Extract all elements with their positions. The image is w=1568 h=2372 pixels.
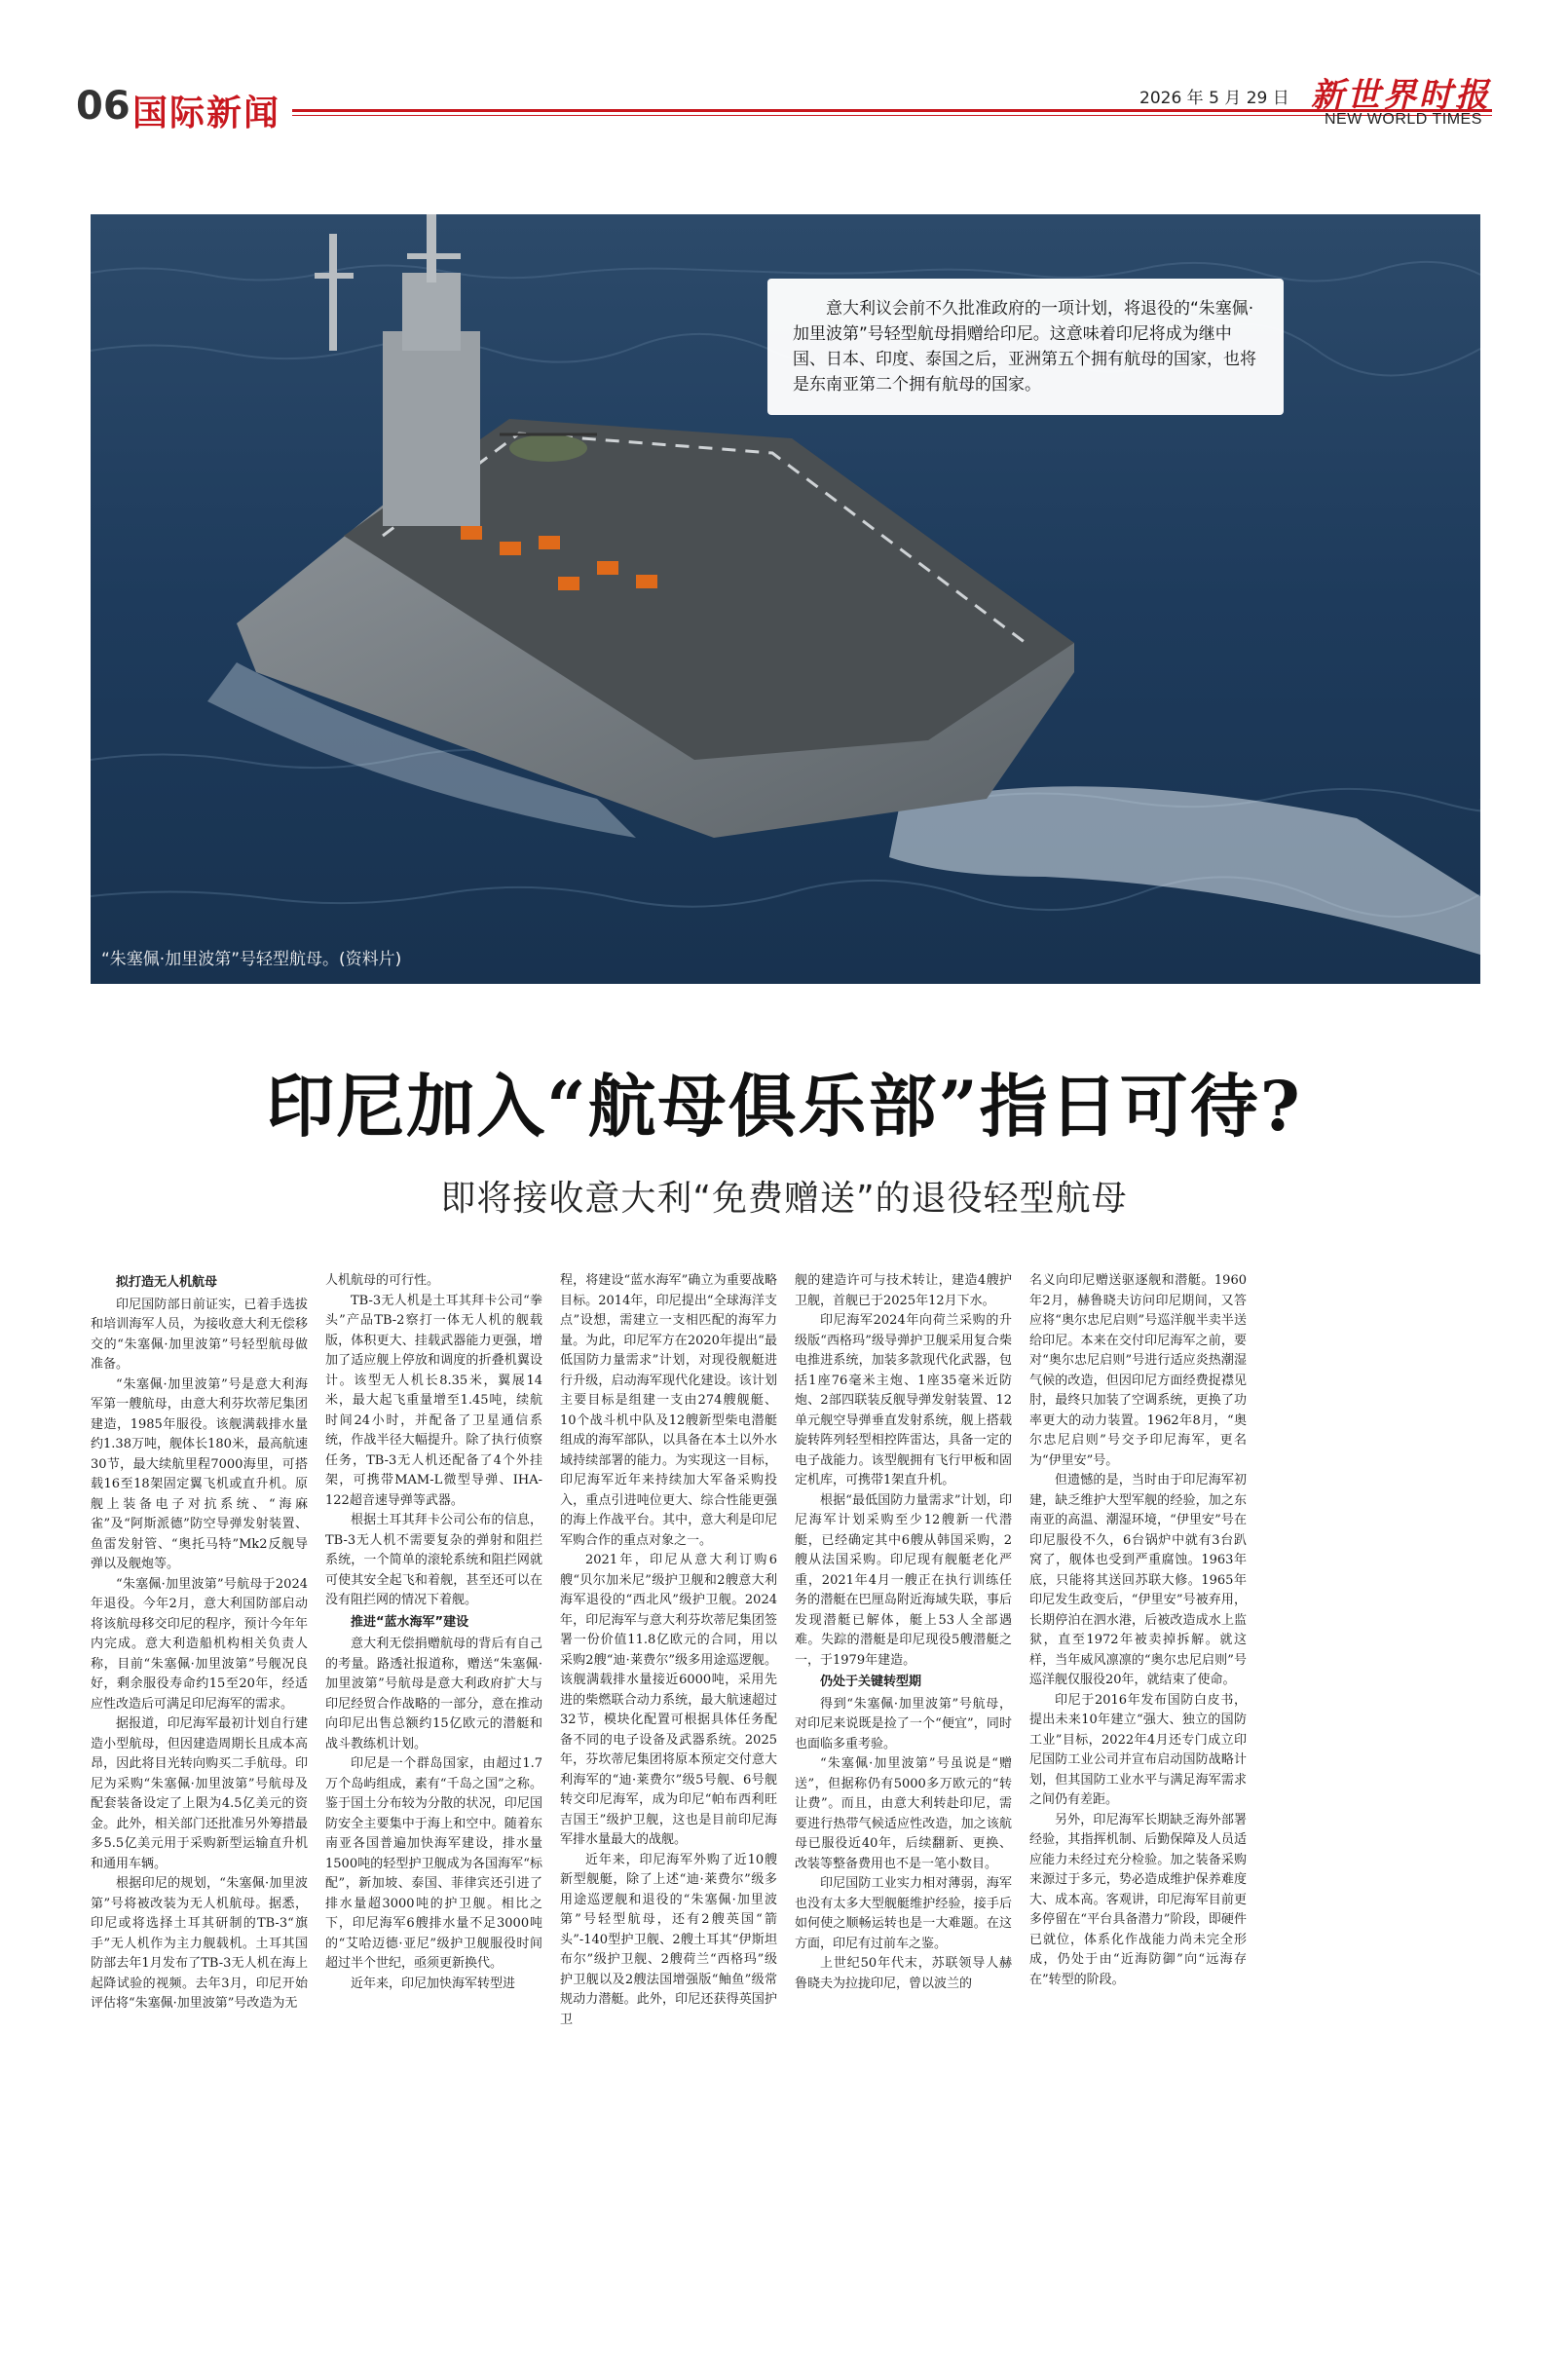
paragraph: 名义向印尼赠送驱逐舰和潜艇。1960年2月，赫鲁晓夫访问印尼期间，又答应将“奥尔忠尼启则”号巡洋舰半卖半送给印尼。本来在交付印尼海军之前，要对“奥尔忠尼启则”号进行适应炎热潮湿气候的改造，但因印尼方面经费捉襟见肘，最终只加装了空调系统，更换了功率更大的动力装置。1962年8月，“奥尔忠尼启则”号交予印尼海军，更名为“伊里安”号。 [1029,1273,1247,1468]
paragraph: “朱塞佩·加里波第”号虽说是“赠送”，但据称仍有5000多万欧元的“转让费”。而且，由意大利转赴印尼，需要进行热带气候适应性改造，加之该航母已服役近40年，后续翻新、更换、改装等整备费用也不是一笔小数目。 [795,1756,1012,1871]
paragraph: 根据印尼的规划，“朱塞佩·加里波第”号将被改装为无人机航母。据悉，印尼或将选择土耳其研制的TB-3“旗手”无人机作为主力舰载机。土耳其国防部去年1月发布了TB-3无人机在海上起降试验的视频。去年3月，印尼开始评估将“朱塞佩·加里波第”号改造为无 [91,1876,308,2011]
paragraph: 上世纪50年代末，苏联领导人赫鲁晓夫为拉拢印尼，曾以波兰的 [795,1956,1012,1991]
paragraph: 近年来，印尼加快海军转型进 [351,1976,516,1991]
page-header [0,0,1568,136]
column-4 [795,1271,1012,2314]
column-5 [1029,1271,1247,2314]
paragraph: 据报道，印尼海军最初计划自行建造小型航母，但因建造周期长且成本高昂，因此将目光转向购买二手航母。印尼为采购“朱塞佩·加里波第”号航母及配套装备设定了上限为4.5亿美元的资金。此外，相关部门还批准另外筹措最多5.5亿美元用于采购新型运输直升机和通用车辆。 [91,1716,308,1871]
paragraph: 近年来，印尼海军外购了近10艘新型舰艇，除了上述“迪·莱费尔”级多用途巡逻舰和退役的“朱塞佩·加里波第”号轻型航母，还有2艘英国“箭头”-140型护卫舰、2艘土耳其“伊斯坦布尔”级护卫舰、2艘荷兰“西格玛”级护卫舰以及2艘法国增强版“鲉鱼”级常规动力潜艇。此外，印尼还获得英国护卫 [560,1852,777,2027]
paragraph: 根据土耳其拜卡公司公布的信息，TB-3无人机不需要复杂的弹射和阻拦系统，一个简单的滚轮系统和阻拦网就可使其安全起飞和着舰，甚至还可以在没有阻拦网的情况下着舰。 [325,1513,542,1607]
paragraph: 意大利无偿捐赠航母的背后有自己的考量。路透社报道称，赠送“朱塞佩·加里波第”号航母是意大利政府扩大与印尼经贸合作战略的一部分，意在推动向印尼出售总额约15亿欧元的潜艇和战斗教练机计划。 [325,1637,542,1751]
paragraph: 得到“朱塞佩·加里波第”号航母，对印尼来说既是捡了一个“便宜”，同时也面临多重考验。 [795,1696,1012,1751]
column-2 [325,1271,542,2314]
headline: 印尼加入“航母俱乐部”指日可待? [266,1066,1302,1147]
paragraph: 印尼于2016年发布国防白皮书，提出未来10年建立“强大、独立的国防工业”目标，2022年4月还专门成立印尼国防工业公司并宣布启动国防战略计划，但其国防工业水平与满足海军需求之间仍有差距。 [1029,1692,1247,1807]
paragraph: 印尼国防部日前证实，已着手选拔和培训海军人员，为接收意大利无偿移交的“朱塞佩·加里波第”号轻型航母做准备。 [91,1297,308,1372]
masthead-english: NEW WORLD TIMES [1325,111,1482,128]
issue-date: 2026 年 5 月 29 日 [1139,89,1289,108]
paragraph: “朱塞佩·加里波第”号是意大利海军第一艘航母，由意大利芬坎蒂尼集团建造，1985年服役。该舰满载排水量约1.38万吨，舰体长180米，最高航速30节，最大续航里程7000海里，可搭载16至18架固定翼飞机或直升机。原舰上装备电子对抗系统、“海麻雀”及“阿斯派德”防空导弹发射装置、鱼雷发射管、“奥托马特”Mk2反舰导弹以及舰炮等。 [91,1376,308,1571]
page-number: 06 [76,84,131,129]
subheadline: 即将接收意大利“免费赠送”的退役轻型航母 [440,1179,1128,1219]
paragraph: 印尼海军2024年向荷兰采购的升级版“西格玛”级导弹护卫舰采用复合柴电推进系统，加装多款现代化武器，包括1座76毫米主炮、1座35毫米近防炮、2部四联装反舰导弹发射装置、12单元舰空导弹垂直发射系统，舰上搭载旋转阵列轻型相控阵雷达，具备一定的电子战能力。该型舰拥有飞行甲板和固定机库，可携带1架直升机。 [795,1313,1012,1487]
paragraph: 舰的建造许可与技术转让，建造4艘护卫舰，首舰已于2025年12月下水。 [795,1273,1012,1308]
section-subhead: 仍处于关键转型期 [820,1675,922,1689]
paragraph: 印尼是一个群岛国家，由超过1.7万个岛屿组成，素有“千岛之国”之称。鉴于国土分布较为分散的状况，印尼国防安全主要集中于海上和空中。随着东南亚各国普遍加快海军建设，排水量1500吨的轻型护卫舰成为各国海军“标配”，新加坡、泰国、菲律宾还引进了排水量超3000吨的护卫舰。相比之下，印尼海军6艘排水量不足3000吨的“艾哈迈德·亚尼”级护卫舰服役时间超过半个世纪，亟须更新换代。 [325,1756,542,1971]
section-subhead: 拟打造无人机航母 [116,1275,218,1290]
section-title: 国际新闻 [132,94,281,133]
photo-caption: “朱塞佩·加里波第”号轻型航母。(资料片) [101,950,402,969]
paragraph: 根据“最低国防力量需求”计划，印尼海军计划采购至少12艘新一代潜艇，已经确定其中6艘从韩国采购，2艘从法国采购。印尼现有舰艇老化严重，2021年4月一艘正在执行训练任务的潜艇在巴厘岛附近海域失联，事后发现潜艇已解体，艇上53人全部遇难。失踪的潜艇是印尼现役5艘潜艇之一，于1979年建造。 [795,1492,1012,1668]
paragraph: TB-3无人机是土耳其拜卡公司“拳头”产品TB-2察打一体无人机的舰载版，体积更大、挂载武器能力更强，增加了适应舰上停放和调度的折叠机翼设计。该型无人机长8.35米，翼展14米，最大起飞重量增至1.45吨，续航时间24小时，并配备了卫星通信系统，作战半径大幅提升。除了执行侦察任务，TB-3无人机还配备了4个外挂架，可携带MAM-L微型导弹、IHA-122超音速导弹等武器。 [325,1293,542,1508]
paragraph: 印尼国防工业实力相对薄弱，海军也没有太多大型舰艇维护经验，接手后如何使之顺畅运转也是一大难题。在这方面，印尼有过前车之鉴。 [795,1876,1012,1951]
paragraph: “朱塞佩·加里波第”号航母于2024年退役。今年2月，意大利国防部启动将该航母移交印尼的程序，预计今年年内完成。意大利造船机构相关负责人称，目前“朱塞佩·加里波第”号舰况良好，剩余服役寿命约15至20年，经适应性改造后可满足印尼海军的需求。 [91,1576,308,1712]
masthead-logo: 新世界时报 [1311,76,1491,115]
article-body [91,1271,1480,2314]
column-3 [560,1271,777,2314]
lead-box [767,279,1284,415]
paragraph: 另外，印尼海军长期缺乏海外部署经验，其指挥机制、后勤保障及人员适应能力未经过充分检验。加之装备采购来源过于多元，势必造成维护保养难度大、成本高。客观讲，印尼海军目前更多停留在“平台具备潜力”阶段，即硬件已就位，体系化作战能力尚未完全形成，仍处于由“近海防御”向“远海存在”转型的阶段。 [1029,1812,1247,1987]
paragraph: 2021年，印尼从意大利订购6艘“贝尔加米尼”级护卫舰和2艘意大利海军退役的“西北风”级护卫舰。2024年，印尼海军与意大利芬坎蒂尼集团签署一份价值11.8亿欧元的合同，用以采购2艘“迪·莱费尔”级多用途巡逻舰。该舰满载排水量接近6000吨，采用先进的柴燃联合动力系统，最大航速超过32节，模块化配置可根据具体任务配备不同的电子设备及武器系统。2025年，芬坎蒂尼集团将原本预定交付意大利海军的“迪·莱费尔”级5号舰、6号舰转交印尼海军，成为印尼“帕布西利旺吉国王”级护卫舰，这也是目前印尼海军排水量最大的战舰。 [560,1553,777,1847]
column-1 [91,1271,308,2314]
paragraph: 人机航母的可行性。 [325,1273,440,1288]
section-subhead: 推进“蓝水海军”建设 [351,1614,469,1630]
paragraph: 程，将建设“蓝水海军”确立为重要战略目标。2014年，印尼提出“全球海洋支点”设想，需建立一支相匹配的海军力量。为此，印尼军方在2020年提出“最低国防力量需求”计划，对现役舰艇进行升级，启动海军现代化建设。该计划主要目标是组建一支由274艘舰艇、10个战斗机中队及12艘新型柴电潜艇组成的海军部队，以具备在本土以外水域持续部署的能力。为实现这一目标，印尼海军近年来持续加大军备采购投入，重点引进吨位更大、综合性能更强的海上作战平台。其中，意大利是印尼军购合作的重点对象之一。 [560,1273,777,1548]
paragraph: 但遗憾的是，当时由于印尼海军初建，缺乏维护大型军舰的经验，加之东南亚的高温、潮湿环境，“伊里安”号在印尼服役不久，6台锅炉中就有3台趴窝了，舰体也受到严重腐蚀。1963年底，只能将其送回苏联大修。1965年印尼发生政变后，“伊里安”号被弃用，长期停泊在泗水港，后被改造成水上监狱，直至1972年被卖掉拆解。就这样，当年威风凛凛的“奥尔忠尼启则”号巡洋舰仅服役20年，就结束了使命。 [1029,1473,1247,1687]
lead-paragraph: 意大利议会前不久批准政府的一项计划，将退役的“朱塞佩·加里波第”号轻型航母捐赠给印尼。这意味着印尼将成为继中国、日本、印度、泰国之后，亚洲第五个拥有航母的国家，也将是东南亚第二个拥有航母的国家。 [793,299,1256,395]
